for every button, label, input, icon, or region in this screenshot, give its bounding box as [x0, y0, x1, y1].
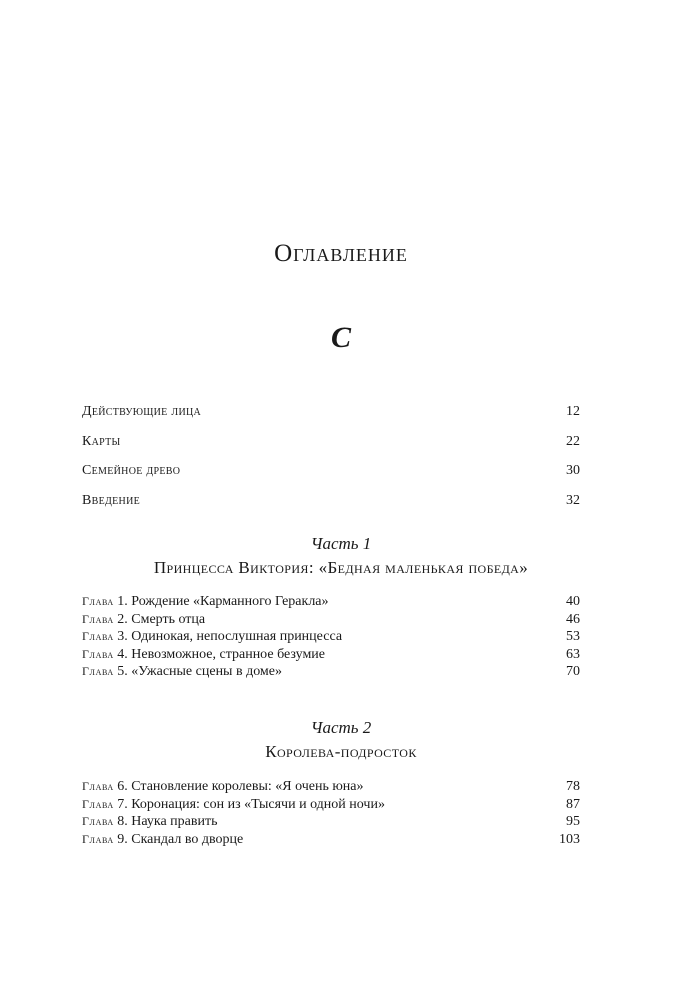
chapter-prefix: Глава	[82, 629, 114, 643]
chapter-prefix: Глава	[82, 664, 114, 678]
chapter-page: 87	[566, 796, 580, 812]
chapter-page: 103	[559, 831, 580, 847]
chapter-number: 3.	[117, 629, 128, 644]
chapter-page: 40	[566, 594, 580, 609]
chapter-prefix: Глава	[82, 611, 114, 626]
chapter-title: Невозможное, странное безумие	[131, 646, 326, 662]
chapter-entry[interactable]	[82, 629, 580, 647]
chapter-title: Наука править	[131, 814, 218, 829]
chapter-number: 4.	[117, 646, 128, 662]
part-2-label: Часть 2	[310, 718, 372, 737]
part-2-chapter-list	[82, 779, 580, 849]
chapter-entry[interactable]	[82, 814, 580, 832]
chapter-entry[interactable]	[82, 664, 580, 682]
front-matter-entry[interactable]	[82, 434, 580, 464]
chapter-title: Коронация: сон из «Тысячи и одной ночи»	[131, 796, 385, 812]
entry-page: 12	[566, 404, 580, 419]
chapter-title: Скандал во дворце	[131, 831, 244, 847]
ornament-icon: C	[330, 321, 351, 354]
entry-page: 32	[566, 492, 580, 508]
chapter-number: 2.	[117, 611, 128, 627]
chapter-title: «Ужасные сцены в доме»	[131, 664, 283, 679]
part-1-chapter-list	[82, 594, 580, 682]
chapter-entry[interactable]	[82, 832, 580, 850]
part-1-label: Часть 1	[310, 534, 372, 553]
chapter-prefix: Глава	[82, 779, 114, 793]
chapter-title: Одинокая, непослушная принцесса	[131, 629, 343, 644]
chapter-prefix: Глава	[82, 814, 114, 828]
toc-title: Оглавление	[274, 240, 408, 267]
part-2-title: Королева-подросток	[265, 742, 417, 761]
entry-label: Семейное древо	[82, 463, 181, 478]
chapter-entry[interactable]	[82, 797, 580, 815]
part-1-title: Принцесса Виктория: «Бедная маленькая победа»	[153, 558, 529, 577]
front-matter-entry[interactable]	[82, 463, 580, 493]
chapter-entry[interactable]	[82, 594, 580, 612]
chapter-number: 6.	[117, 779, 128, 794]
chapter-number: 1.	[117, 594, 128, 609]
front-matter-entry[interactable]	[82, 404, 580, 434]
chapter-title: Становление королевы: «Я очень юна»	[131, 779, 364, 794]
chapter-page: 63	[566, 646, 580, 662]
front-matter-list	[82, 404, 580, 522]
front-matter-entry[interactable]	[82, 493, 580, 523]
chapter-prefix: Глава	[82, 594, 114, 608]
chapter-title: Смерть отца	[131, 611, 206, 627]
entry-label: Карты	[82, 433, 121, 449]
chapter-page: 78	[566, 779, 580, 794]
entry-label: Действующие лица	[82, 404, 202, 419]
chapter-number: 5.	[117, 664, 128, 679]
entry-label: Введение	[82, 492, 140, 508]
chapter-entry[interactable]	[82, 779, 580, 797]
chapter-number: 8.	[117, 814, 128, 829]
chapter-number: 7.	[117, 796, 128, 812]
chapter-entry[interactable]	[82, 647, 580, 665]
chapter-page: 70	[566, 664, 580, 679]
chapter-page: 53	[566, 629, 580, 644]
entry-page: 30	[566, 463, 580, 478]
chapter-entry[interactable]	[82, 612, 580, 630]
chapter-prefix: Глава	[82, 646, 114, 661]
chapter-number: 9.	[117, 831, 128, 847]
chapter-title: Рождение «Карманного Геракла»	[131, 594, 329, 609]
chapter-prefix: Глава	[82, 796, 114, 811]
entry-page: 22	[566, 433, 580, 449]
chapter-page: 95	[566, 814, 580, 829]
chapter-page: 46	[566, 611, 580, 627]
chapter-prefix: Глава	[82, 831, 114, 846]
